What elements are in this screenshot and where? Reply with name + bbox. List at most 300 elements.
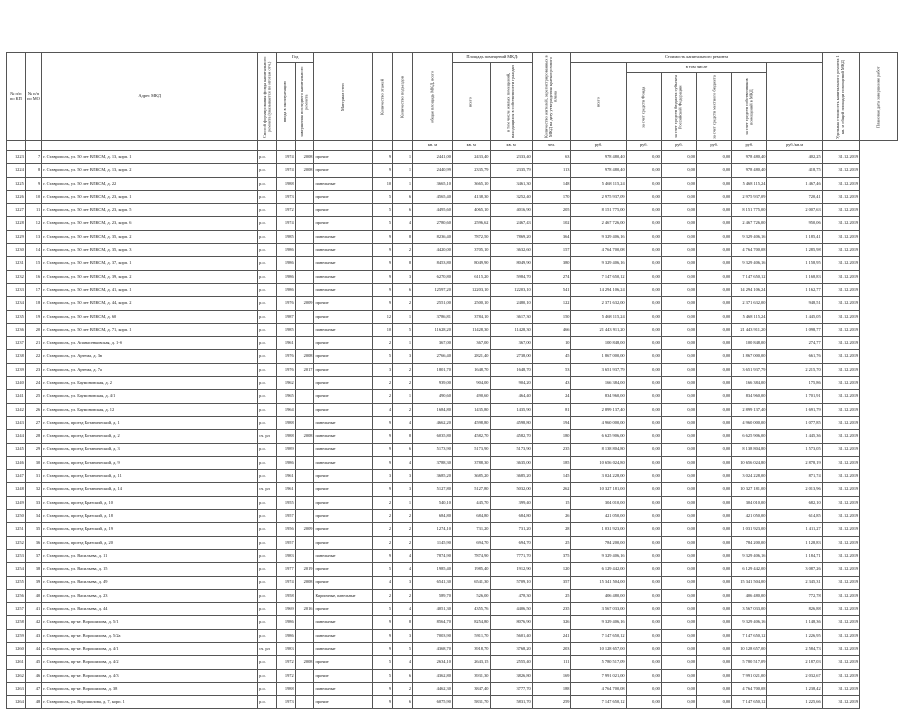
entrances-cell: 3	[393, 576, 413, 589]
total-area-cell: 7003,90	[413, 629, 453, 642]
table-row	[7, 217, 898, 230]
table-row	[7, 337, 898, 350]
table-row	[7, 204, 898, 217]
premises-area-cell: 5127,80	[452, 483, 490, 496]
row-id: 1242	[7, 403, 26, 416]
address-cell: г. Ставрополь, проезд Ботанический, д. 1	[42, 416, 258, 429]
cost-fund-cell: 0,00	[626, 589, 661, 602]
entrances-cell: 1	[393, 310, 413, 323]
fund-method-cell: р.о.	[258, 456, 277, 469]
cost-subject-cell: 0,00	[661, 563, 696, 576]
row-id: 1227	[7, 204, 26, 217]
cost-subject-cell: 0,00	[661, 430, 696, 443]
floors-cell: 2	[373, 337, 393, 350]
unit-cost-cell: 1 445,36	[767, 430, 822, 443]
unit-cost-cell: 1 184,71	[767, 549, 822, 562]
residents-area-cell: 1435,90	[490, 403, 532, 416]
cost-total-cell: 5 468 115,24	[571, 310, 626, 323]
unit-cost-cell: 826,88	[767, 603, 822, 616]
address-cell: г. Ставрополь, проезд Братский, д. 20	[42, 536, 258, 549]
premises-area-cell: 8049,90	[452, 257, 490, 270]
address-cell: г. Ставрополь, проезд Ботанический, д. 2	[42, 430, 258, 443]
address-cell: г. Ставрополь, ул. 50 лет ВЛКСМ, д. 23, корп. 1	[42, 190, 258, 203]
unit-cost-cell: 274,77	[767, 337, 822, 350]
year-cell: 1957	[276, 536, 295, 549]
repair-year-cell: 2009	[295, 297, 314, 310]
unit-cost-cell: 2 584,73	[767, 642, 822, 655]
row-id: 1234	[7, 297, 26, 310]
cost-subject-cell: 0,00	[661, 390, 696, 403]
deadline-cell: 31.12.2019	[822, 483, 860, 496]
wall-material-cell: панельные	[314, 270, 373, 283]
entrances-cell: 1	[393, 496, 413, 509]
fund-method-cell: р.о.	[258, 589, 277, 602]
cost-total-cell: 7 147 650,12	[571, 696, 626, 709]
cost-total-cell: 9 329 406,16	[571, 257, 626, 270]
year-cell: 1961	[276, 483, 295, 496]
residents-count-cell: 111	[532, 656, 571, 669]
row-number: 8	[25, 164, 41, 177]
total-area-cell: 540,10	[413, 496, 453, 509]
table-row	[7, 363, 898, 376]
premises-area-cell: 5173,90	[452, 443, 490, 456]
entrances-cell: 3	[393, 350, 413, 363]
cost-owners-cell: 2 371 632,00	[732, 297, 767, 310]
wall-material-cell: панельные	[314, 682, 373, 695]
header-deadline: Плановая дата завершения работ	[860, 53, 898, 141]
cost-local-cell: 0,00	[697, 416, 732, 429]
floors-cell: 2	[373, 589, 393, 602]
residents-count-cell: 122	[532, 297, 571, 310]
header-year-last-repair: завершения последнего капитального ремонта	[295, 63, 314, 141]
fund-method-cell: р.о.	[258, 217, 277, 230]
address-cell: г. Ставрополь, ул. Апанасенковская, д. 1-б	[42, 337, 258, 350]
deadline-cell: 31.12.2019	[822, 656, 860, 669]
year-cell: 1986	[276, 616, 295, 629]
deadline-cell: 31.12.2019	[822, 363, 860, 376]
cost-local-cell: 0,00	[697, 576, 732, 589]
cost-fund-cell: 0,00	[626, 642, 661, 655]
cost-owners-cell: 7 147 650,12	[732, 629, 767, 642]
unit-cost-cell: 2 187,03	[767, 656, 822, 669]
header-id: № п/п по КП	[7, 53, 26, 141]
year-cell: 1974	[276, 151, 295, 164]
premises-area-cell: 3788,30	[452, 456, 490, 469]
cost-owners-cell: 3 651 937,79	[732, 363, 767, 376]
wall-material-cell: прочие	[314, 350, 373, 363]
repair-year-cell	[295, 190, 314, 203]
fund-method-cell: р.о.	[258, 164, 277, 177]
floors-cell: 5	[373, 603, 393, 616]
premises-area-cell: 7874,90	[452, 549, 490, 562]
cost-subject-cell: 0,00	[661, 350, 696, 363]
cost-local-cell: 0,00	[697, 403, 732, 416]
entrances-cell: 2	[393, 403, 413, 416]
fund-method-cell: р.о.	[258, 230, 277, 243]
row-id: 1255	[7, 576, 26, 589]
cost-total-cell: 5 468 115,24	[571, 177, 626, 190]
cost-total-cell: 21 443 911,20	[571, 323, 626, 336]
entrances-cell: 2	[393, 363, 413, 376]
cost-fund-cell: 0,00	[626, 496, 661, 509]
fund-method-cell: р.о.	[258, 669, 277, 682]
unit-cost-cell: 614,85	[767, 510, 822, 523]
address-cell: г. Ставрополь, ул. Баумоновская, д. 12	[42, 403, 258, 416]
year-cell: 1988	[276, 682, 295, 695]
cost-total-cell: 3 024 228,00	[571, 470, 626, 483]
fund-method-cell: р.о.	[258, 603, 277, 616]
premises-area-cell: 3665,10	[452, 177, 490, 190]
year-cell: 1985	[276, 323, 295, 336]
unit-label: кв. м	[413, 141, 453, 151]
floors-cell: 4	[373, 403, 393, 416]
row-number: 13	[25, 230, 41, 243]
residents-area-cell: 5032,00	[490, 483, 532, 496]
address-cell: г. Ставрополь, ул. Васильева, д. 49	[42, 576, 258, 589]
deadline-cell: 31.12.2019	[822, 283, 860, 296]
wall-material-cell: панельные	[314, 642, 373, 655]
row-id: 1239	[7, 363, 26, 376]
deadline-cell: 31.12.2019	[822, 323, 860, 336]
cost-local-cell: 0,00	[697, 456, 732, 469]
table-row	[7, 496, 898, 509]
floors-cell: 10	[373, 323, 393, 336]
repair-year-cell	[295, 390, 314, 403]
premises-area-cell: 904,00	[452, 377, 490, 390]
fund-method-cell: р.о.	[258, 310, 277, 323]
repair-year-cell	[295, 549, 314, 562]
cost-total-cell: 4 764 700,08	[571, 682, 626, 695]
cost-total-cell: 4 764 700,08	[571, 244, 626, 257]
row-number: 15	[25, 257, 41, 270]
cost-subject-cell: 0,00	[661, 310, 696, 323]
premises-area-cell: 5831,70	[452, 696, 490, 709]
cost-total-cell: 406 480,00	[571, 589, 626, 602]
row-id: 1262	[7, 669, 26, 682]
total-area-cell: 6270,80	[413, 270, 453, 283]
residents-count-cell: 357	[532, 576, 571, 589]
unit-cost-cell: 1 701,91	[767, 390, 822, 403]
deadline-cell: 31.12.2019	[822, 549, 860, 562]
year-cell: 1976	[276, 363, 295, 376]
total-area-cell: 2766,40	[413, 350, 453, 363]
year-cell: 1961	[276, 337, 295, 350]
cost-owners-cell: 6 625 906,00	[732, 430, 767, 443]
address-cell: г. Ставрополь, ул. Васильева, д. 23	[42, 589, 258, 602]
year-cell: 1972	[276, 204, 295, 217]
row-id: 1237	[7, 337, 26, 350]
row-id: 1259	[7, 629, 26, 642]
cost-local-cell: 0,00	[697, 642, 732, 655]
cost-owners-cell: 304 010,00	[732, 496, 767, 509]
premises-area-cell: 2596,62	[452, 217, 490, 230]
wall-material-cell: панельные	[314, 257, 373, 270]
wall-material-cell: прочие	[314, 377, 373, 390]
address-cell: г. Ставрополь, пр-кт. Ворошилова, д. 5/2а	[42, 629, 258, 642]
cost-local-cell: 0,00	[697, 430, 732, 443]
table-row	[7, 483, 898, 496]
cost-fund-cell: 0,00	[626, 696, 661, 709]
cost-total-cell: 2 975 937,09	[571, 190, 626, 203]
residents-area-cell: 731,20	[490, 523, 532, 536]
total-area-cell: 4565,40	[413, 190, 453, 203]
unit-cost-cell: 175,86	[767, 377, 822, 390]
table-row	[7, 616, 898, 629]
repair-year-cell	[295, 204, 314, 217]
floors-cell: 5	[373, 656, 393, 669]
cost-local-cell: 0,00	[697, 656, 732, 669]
total-area-cell: 4362,80	[413, 669, 453, 682]
cost-owners-cell: 2 467 726,00	[732, 217, 767, 230]
row-number: 30	[25, 456, 41, 469]
total-area-cell: 6035,80	[413, 430, 453, 443]
deadline-cell: 31.12.2019	[822, 682, 860, 695]
floors-cell: 5	[373, 350, 393, 363]
cost-owners-cell: 7 147 650,12	[732, 270, 767, 283]
table-row	[7, 230, 898, 243]
entrances-cell: 1	[393, 151, 413, 164]
total-area-cell: 4420,00	[413, 244, 453, 257]
entrances-cell: 1	[393, 390, 413, 403]
table-row	[7, 297, 898, 310]
row-number: 14	[25, 244, 41, 257]
header-address: Адрес МКД	[42, 53, 258, 141]
cost-fund-cell: 0,00	[626, 270, 661, 283]
cost-owners-cell: 4 960 000,00	[732, 416, 767, 429]
residents-area-cell: 11428,30	[490, 323, 532, 336]
address-cell: г. Ставрополь, ул. Ворошилова, д. 7, корп. 1	[42, 696, 258, 709]
table-row	[7, 536, 898, 549]
cost-local-cell: 0,00	[697, 190, 732, 203]
cost-owners-cell: 406 480,00	[732, 589, 767, 602]
year-cell: 1986	[276, 257, 295, 270]
entrances-cell: 2	[393, 682, 413, 695]
table-row	[7, 270, 898, 283]
residents-area-cell: 3461,30	[490, 177, 532, 190]
row-number: 32	[25, 483, 41, 496]
cost-fund-cell: 0,00	[626, 416, 661, 429]
row-number: 22	[25, 350, 41, 363]
cost-total-cell: 2 899 137,40	[571, 403, 626, 416]
cost-subject-cell: 0,00	[661, 536, 696, 549]
deadline-cell: 31.12.2019	[822, 416, 860, 429]
premises-area-cell: 11428,30	[452, 323, 490, 336]
cost-total-cell: 14 294 106,24	[571, 283, 626, 296]
deadline-cell: 31.12.2019	[822, 244, 860, 257]
repair-plan-table	[6, 52, 898, 709]
cost-subject-cell: 0,00	[661, 257, 696, 270]
entrances-cell: 3	[393, 483, 413, 496]
floors-cell: 9	[373, 164, 393, 177]
entrances-cell: 6	[393, 190, 413, 203]
row-number: 18	[25, 297, 41, 310]
cost-local-cell: 0,00	[697, 337, 732, 350]
cost-total-cell: 8 151 775,00	[571, 204, 626, 217]
total-area-cell: 2551,00	[413, 297, 453, 310]
cost-local-cell: 0,00	[697, 363, 732, 376]
cost-subject-cell: 0,00	[661, 629, 696, 642]
year-cell: 1956	[276, 523, 295, 536]
fund-method-cell: р.о.	[258, 257, 277, 270]
total-area-cell: 6075,90	[413, 696, 453, 709]
row-number: 12	[25, 217, 41, 230]
address-cell: г. Ставрополь, ул. 50 лет ВЛКСМ, д. 35, корп. 3	[42, 244, 258, 257]
row-number: 39	[25, 576, 41, 589]
cost-local-cell: 0,00	[697, 204, 732, 217]
residents-count-cell: 375	[532, 549, 571, 562]
header-premises-total: всего	[452, 63, 490, 141]
table-row	[7, 549, 898, 562]
cost-subject-cell: 0,00	[661, 323, 696, 336]
cost-local-cell: 0,00	[697, 603, 732, 616]
cost-subject-cell: 0,00	[661, 377, 696, 390]
cost-fund-cell: 0,00	[626, 470, 661, 483]
cost-subject-cell: 0,00	[661, 443, 696, 456]
row-id: 1245	[7, 443, 26, 456]
residents-area-cell: 4582,70	[490, 430, 532, 443]
table-row	[7, 283, 898, 296]
cost-fund-cell: 0,00	[626, 536, 661, 549]
header-fund-method: Способ формирования фонда капитального ремонта (указывается по итогам отч.)	[258, 53, 277, 141]
wall-material-cell: панельные	[314, 230, 373, 243]
header-cost-fund: за счет средств Фонда	[626, 73, 661, 141]
cost-owners-cell: 2 899 137,40	[732, 403, 767, 416]
cost-owners-cell: 15 341 504,00	[732, 576, 767, 589]
unit-cost-cell: 1 226,95	[767, 629, 822, 642]
cost-fund-cell: 0,00	[626, 297, 661, 310]
year-cell: 1988	[276, 177, 295, 190]
row-id: 1223	[7, 151, 26, 164]
row-id: 1249	[7, 496, 26, 509]
table-header	[7, 53, 898, 151]
repair-year-cell	[295, 177, 314, 190]
wall-material-cell: прочие	[314, 510, 373, 523]
unit-cost-cell: 3 087,26	[767, 563, 822, 576]
floors-cell: 5	[373, 190, 393, 203]
total-area-cell: 367,00	[413, 337, 453, 350]
unit-label: кв. м	[452, 141, 490, 151]
wall-material-cell: прочие	[314, 563, 373, 576]
floors-cell: 9	[373, 430, 393, 443]
deadline-cell: 31.12.2019	[822, 350, 860, 363]
wall-material-cell: прочие	[314, 603, 373, 616]
cost-owners-cell: 978 480,40	[732, 151, 767, 164]
fund-method-cell: р.о.	[258, 283, 277, 296]
unit-cost-cell: 871,74	[767, 470, 822, 483]
row-number: 19	[25, 310, 41, 323]
total-area-cell: 4662,20	[413, 416, 453, 429]
entrances-cell: 1	[393, 337, 413, 350]
fund-method-cell: р.о.	[258, 656, 277, 669]
cost-fund-cell: 0,00	[626, 430, 661, 443]
unit-cost-cell: 720,41	[767, 190, 822, 203]
premises-area-cell: 367,00	[452, 337, 490, 350]
residents-count-cell: 43	[532, 377, 571, 390]
residents-area-cell: 8076,90	[490, 616, 532, 629]
floors-cell: 5	[373, 217, 393, 230]
year-cell: 1983	[276, 642, 295, 655]
header-entrances: Количество подъездов	[393, 53, 413, 141]
cost-fund-cell: 0,00	[626, 669, 661, 682]
deadline-cell: 31.12.2019	[822, 430, 860, 443]
cost-local-cell: 0,00	[697, 257, 732, 270]
floors-cell: 9	[373, 230, 393, 243]
row-id: 1247	[7, 470, 26, 483]
row-id: 1225	[7, 177, 26, 190]
fund-method-cell: р.о.	[258, 151, 277, 164]
cost-subject-cell: 0,00	[661, 510, 696, 523]
unit-cost-cell: 1 285,98	[767, 244, 822, 257]
unit-cost-cell: 1 225,66	[767, 696, 822, 709]
cost-local-cell: 0,00	[697, 217, 732, 230]
entrances-cell: 1	[393, 177, 413, 190]
residents-area-cell: 3685,20	[490, 470, 532, 483]
residents-count-cell: 235	[532, 443, 571, 456]
table-row	[7, 456, 898, 469]
repair-year-cell	[295, 496, 314, 509]
floors-cell: 2	[373, 523, 393, 536]
cost-local-cell: 0,00	[697, 177, 732, 190]
cost-owners-cell: 6 129 442,00	[732, 563, 767, 576]
cost-owners-cell: 9 329 406,16	[732, 616, 767, 629]
repair-year-cell: 2008	[295, 576, 314, 589]
year-cell: 1957	[276, 510, 295, 523]
floors-cell: 5	[373, 563, 393, 576]
deadline-cell: 31.12.2019	[822, 456, 860, 469]
fund-method-cell: р.о.	[258, 563, 277, 576]
cost-subject-cell: 0,00	[661, 523, 696, 536]
entrances-cell: 6	[393, 443, 413, 456]
residents-area-cell: 4598,80	[490, 416, 532, 429]
fund-method-cell: р.о.	[258, 682, 277, 695]
table-row	[7, 576, 898, 589]
cost-owners-cell: 7 991 021,00	[732, 669, 767, 682]
unit-cost-cell: 1 077,85	[767, 416, 822, 429]
repair-year-cell	[295, 377, 314, 390]
residents-area-cell: 4016,90	[490, 204, 532, 217]
entrances-cell: 4	[393, 603, 413, 616]
row-id: 1260	[7, 642, 26, 655]
cost-local-cell: 0,00	[697, 589, 732, 602]
premises-area-cell: 2821,40	[452, 350, 490, 363]
repair-year-cell	[295, 403, 314, 416]
residents-count-cell: 148	[532, 177, 571, 190]
address-cell: г. Ставрополь, пр-кт. Ворошилова, д. 5/1	[42, 616, 258, 629]
cost-total-cell: 3 567 033,00	[571, 603, 626, 616]
address-cell: г. Ставрополь, ул. 50 лет ВЛКСМ, д. 71, корп. 1	[42, 323, 258, 336]
header-total-area: общая площадь МКД, всего	[413, 53, 453, 141]
cost-owners-cell: 5 468 115,24	[732, 310, 767, 323]
premises-area-cell: 731,20	[452, 523, 490, 536]
cost-local-cell: 0,00	[697, 496, 732, 509]
total-area-cell: 2780,60	[413, 217, 453, 230]
cost-local-cell: 0,00	[697, 563, 732, 576]
floors-cell: 9	[373, 456, 393, 469]
cost-subject-cell: 0,00	[661, 337, 696, 350]
repair-year-cell	[295, 456, 314, 469]
wall-material-cell: прочие	[314, 669, 373, 682]
fund-method-cell: р.о.	[258, 390, 277, 403]
cost-fund-cell: 0,00	[626, 323, 661, 336]
deadline-cell: 31.12.2019	[822, 669, 860, 682]
residents-area-cell: 5709,10	[490, 576, 532, 589]
floors-cell: 12	[373, 310, 393, 323]
cost-subject-cell: 0,00	[661, 190, 696, 203]
year-cell: 1974	[276, 576, 295, 589]
table-row	[7, 642, 898, 655]
row-number: 10	[25, 190, 41, 203]
address-cell: г. Ставрополь, ул. 50 лет ВЛКСМ, д. 13, корп. 1	[42, 151, 258, 164]
